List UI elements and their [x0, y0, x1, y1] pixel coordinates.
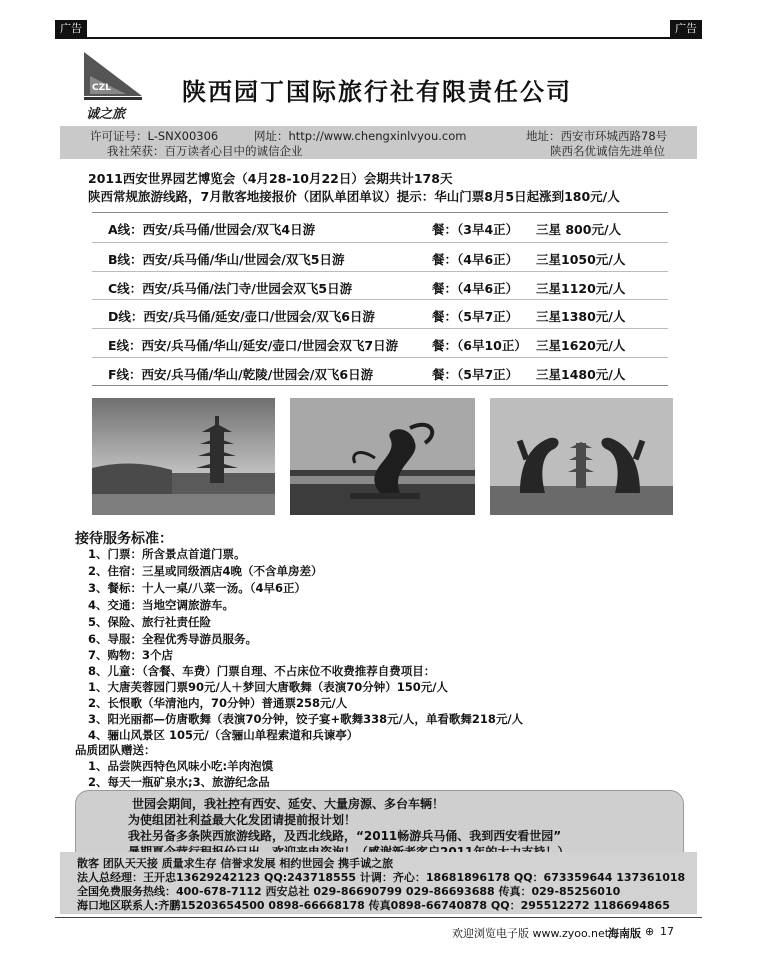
route-name: D线：西安/兵马俑/延安/壶口/世园会/双飞6日游	[108, 309, 375, 324]
license-number: 许可证号：L-SNX00306	[90, 129, 219, 143]
route-meals: 餐：（5早7正）	[432, 309, 519, 324]
route-price: 三星1380元/人	[536, 309, 626, 324]
manager-contact: 法人总经理：王开忠13629242123 QQ:243718555 计调：齐心：18681896178 QQ：673359644 137361018	[77, 871, 686, 884]
bottom-rule	[55, 917, 702, 918]
page-number: 17	[660, 925, 674, 938]
promo-line: 我社另备多条陕西旅游线路，及西北线路，“2011畅游兵马俑、我到西安看世园”	[128, 829, 562, 843]
route-row	[92, 271, 668, 300]
optional-item: 3、阳光丽都—仿唐歌舞（表演70分钟，饺子宴+歌舞338元/人，单看歌舞218元/人	[88, 712, 524, 726]
top-rule	[55, 37, 702, 39]
price-notice: 陕西常规旅游线路，7月散客地接报价（团队单团单议）提示：华山门票8月5日起涨到180元/人	[88, 189, 620, 204]
route-table	[92, 212, 668, 386]
route-row	[92, 357, 668, 386]
company-name: 陕西园丁国际旅行社有限责任公司	[182, 78, 572, 106]
service-item: 7、购物：3个店	[88, 648, 174, 662]
ad-label-left: 广告	[55, 20, 87, 37]
route-price: 三星1480元/人	[536, 367, 626, 382]
service-standard-title: 接待服务标准：	[75, 531, 173, 547]
website: 网址：http://www.chengxinlvyou.com	[254, 129, 467, 143]
route-row	[92, 328, 668, 357]
address: 地址：西安市环城西路78号	[526, 129, 668, 143]
contact-info	[60, 852, 697, 914]
route-name: C线：西安/兵马俑/法门寺/世园会双飞5日游	[108, 281, 353, 296]
route-price: 三星1050元/人	[536, 252, 626, 267]
route-price: 三星1120元/人	[536, 281, 626, 296]
logo-mark: CZL	[92, 83, 111, 93]
route-row	[92, 213, 668, 241]
route-meals: 餐：（3早4正）	[432, 222, 519, 237]
route-meals: 餐：（5早7正）	[432, 367, 519, 382]
service-item: 8、儿童：（含餐、车费）门票自理、不占床位不收费推荐自费项目：	[88, 664, 436, 678]
service-item: 3、餐标：十人一桌/八菜一汤。（4早6正）	[88, 581, 306, 595]
gift-item: 2、每天一瓶矿泉水;3、旅游纪念品	[88, 775, 270, 789]
honor: 我社荣获：百万读者心目中的诚信企业	[107, 144, 303, 158]
route-meals: 餐：（4早6正）	[432, 281, 519, 296]
optional-item: 2、长恨歌（华清池内，70分钟）普通票258元/人	[88, 696, 348, 710]
service-item: 1、门票：所含景点首道门票。	[88, 547, 246, 561]
footer-edition: 海南版	[608, 927, 641, 940]
sculpture-photo	[290, 398, 475, 515]
route-name: E线：西安/兵马俑/华山/延安/壶口/世园会双飞7日游	[108, 338, 399, 353]
route-name: F线：西安/兵马俑/华山/乾陵/世园会/双飞6日游	[108, 367, 374, 382]
service-item: 5、保险、旅行社责任险	[88, 615, 212, 629]
route-price: 三星 800元/人	[536, 222, 622, 237]
optional-item: 4、骊山风景区 105元/（含骊山单程索道和兵谏亭）	[88, 728, 359, 742]
route-meals: 餐：（4早6正）	[432, 252, 519, 267]
slogan: 散客 团队天天接 质量求生存 信誉求发展 相约世园会 携手诚之旅	[77, 857, 394, 870]
pagoda-photo	[92, 398, 275, 515]
company-info-bar	[60, 126, 697, 159]
promo-line: 为使组团社利益最大化发团请提前报计划！	[128, 813, 357, 827]
logo-tagline: 诚之旅	[86, 107, 126, 122]
gift-item: 1、品尝陕西特色风味小吃:羊肉泡馍	[88, 759, 274, 773]
optional-item: 1、大唐芙蓉园门票90元/人＋梦回大唐歌舞（表演70分钟）150元/人	[88, 680, 448, 694]
route-name: B线：西安/兵马俑/华山/世园会/双飞5日游	[108, 252, 345, 267]
promo-line: 世园会期间，我社控有西安、延安、大量房源、多台车辆！	[132, 797, 445, 811]
route-price: 三星1620元/人	[536, 338, 626, 353]
route-meals: 餐：（6早10正）	[432, 338, 527, 353]
expo-notice: 2011西安世界园艺博览会（4月28-10月22日）会期共计178天	[88, 171, 453, 186]
service-item: 4、交通：当地空调旅游车。	[88, 598, 235, 612]
ad-label-right: 广告	[670, 20, 702, 37]
haikou-contact: 海口地区联系人:齐鹏15203654500 0898-66668178 传真0898-66740878 QQ：295512272 1186694865	[77, 899, 670, 912]
footer-site: 欢迎浏览电子版 www.zyoo.net	[452, 927, 610, 940]
service-item: 6、导服：全程优秀导游员服务。	[88, 632, 257, 646]
route-name: A线：西安/兵马俑/世园会/双飞4日游	[108, 222, 316, 237]
route-row	[92, 299, 668, 328]
service-item: 2、住宿：三星或同级酒店4晚（不含单房差）	[88, 564, 323, 578]
edition-mark-icon: ⊕	[645, 925, 655, 938]
hands-sculpture-photo	[490, 398, 673, 515]
hotline: 全国免费服务热线：400-678-7112 西安总社 029-86690799 029-86693688 传真：029-85256010	[77, 885, 621, 898]
gift-title: 品质团队赠送：	[75, 743, 156, 757]
route-row	[92, 242, 668, 271]
award: 陕西名优诚信先进单位	[550, 144, 665, 158]
